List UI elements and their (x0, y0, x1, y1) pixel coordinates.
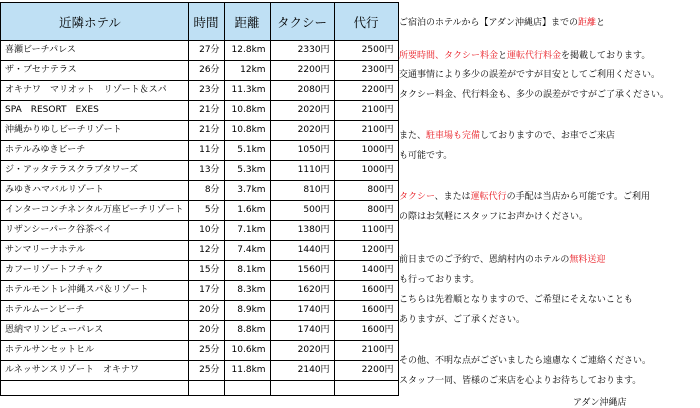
note-text: 、または (434, 192, 471, 202)
hotel-name-cell: ホテルサンセットヒル (1, 341, 189, 361)
table-row (1, 221, 399, 241)
table-row (1, 241, 399, 261)
note-line (399, 353, 651, 366)
distance-cell: 5.1km (224, 141, 270, 161)
note-line (399, 15, 605, 28)
distance-cell: 8.3km (224, 281, 270, 301)
note-line (399, 189, 650, 202)
note-text: ご宿泊のホテルから【アダン沖縄店】までの (399, 18, 579, 28)
distance-cell: 11.8km (224, 361, 270, 381)
table-row (1, 181, 399, 201)
daiko-fare-cell (334, 381, 398, 396)
distance-cell: 3.7km (224, 181, 270, 201)
time-cell: 20分 (188, 321, 224, 341)
hotel-name-cell: サンマリーナホテル (1, 241, 189, 261)
note-text: も行っております。 (399, 275, 480, 285)
note-text: しておりますので、お車でご来店 (480, 131, 615, 141)
daiko-fare-cell: 1000円 (334, 141, 398, 161)
daiko-fare-cell: 1000円 (334, 161, 398, 181)
daiko-fare-cell: 1600円 (334, 321, 398, 341)
daiko-fare-cell: 2500円 (334, 41, 398, 61)
hotel-table (0, 2, 399, 396)
note-text: と (596, 18, 606, 28)
distance-cell: 11.3km (224, 81, 270, 101)
taxi-fare-cell: 810円 (270, 181, 334, 201)
header-hotel: 近隣ホテル (1, 3, 189, 41)
hotel-name-cell: ルネッサンスリゾート オキナワ (1, 361, 189, 381)
table-row (1, 161, 399, 181)
time-cell: 26分 (188, 61, 224, 81)
distance-cell: 8.9km (224, 301, 270, 321)
distance-cell (224, 381, 270, 396)
time-cell: 25分 (188, 341, 224, 361)
time-cell: 23分 (188, 81, 224, 101)
hotel-name-cell: 恩納マリンビューパレス (1, 321, 189, 341)
distance-cell: 8.1km (224, 261, 270, 281)
time-cell: 17分 (188, 281, 224, 301)
daiko-fare-cell: 1200円 (334, 241, 398, 261)
hotel-name-cell: ホテルモントレ沖縄スパ＆リゾート (1, 281, 189, 301)
note-line (399, 87, 669, 100)
taxi-fare-cell: 2080円 (270, 81, 334, 101)
note-line (399, 292, 633, 305)
note-highlight: タクシー (399, 192, 435, 202)
hotel-name-cell: ホテルムーンビーチ (1, 301, 189, 321)
taxi-fare-cell: 2020円 (270, 121, 334, 141)
note-text: を掲載しております。 (561, 51, 651, 61)
taxi-fare-cell: 1740円 (270, 301, 334, 321)
taxi-fare-cell: 1050円 (270, 141, 334, 161)
note-highlight: 駐車場も完備 (426, 131, 481, 141)
note-line (399, 252, 605, 265)
time-cell: 21分 (188, 121, 224, 141)
taxi-fare-cell: 1620円 (270, 281, 334, 301)
daiko-fare-cell: 1400円 (334, 261, 398, 281)
hotel-name-cell: カフーリゾートフチャク (1, 261, 189, 281)
table-row (1, 201, 399, 221)
note-text: の際はお気軽にスタッフにお声かけください。 (399, 212, 589, 222)
daiko-fare-cell: 2100円 (334, 121, 398, 141)
taxi-fare-cell: 2020円 (270, 101, 334, 121)
table-row (1, 281, 399, 301)
table-row (1, 101, 399, 121)
note-highlight: 運転代行料金 (507, 51, 562, 61)
time-cell: 13分 (188, 161, 224, 181)
hotel-name-cell: ジ・アッタテラスクラブタワーズ (1, 161, 189, 181)
store-name-footer: アダン沖縄店 (573, 398, 627, 408)
note-text: 前日までのご予約で、恩納村内のホテルの (399, 255, 570, 265)
note-text: と (498, 51, 508, 61)
time-cell: 21分 (188, 101, 224, 121)
note-text: ありますが、ご了承ください。 (399, 315, 526, 325)
daiko-fare-cell: 2100円 (334, 101, 398, 121)
distance-cell: 8.8km (224, 321, 270, 341)
time-cell: 27分 (188, 41, 224, 61)
header-time: 時間 (188, 3, 224, 41)
note-text: も可能です。 (399, 151, 453, 161)
note-text: タクシー料金、代行料金も、多少の誤差がですがご了承ください。 (399, 90, 670, 100)
taxi-fare-cell: 2200円 (270, 61, 334, 81)
hotel-name-cell: オキナワ マリオット リゾート＆スパ (1, 81, 189, 101)
time-cell: 12分 (188, 241, 224, 261)
note-highlight: 所要時間、タクシー料金 (399, 51, 499, 61)
table-row (1, 61, 399, 81)
table-row (1, 41, 399, 61)
taxi-fare-cell: 1740円 (270, 321, 334, 341)
note-line (399, 209, 588, 222)
distance-cell: 12km (224, 61, 270, 81)
hotel-name-cell: ホテルみゆきビーチ (1, 141, 189, 161)
note-text: こちらは先着順となりますので、ご希望にそえないことも (399, 295, 633, 305)
distance-cell: 10.8km (224, 101, 270, 121)
table-row (1, 301, 399, 321)
note-text: 交通事情により多少の誤差がですが目安としてご利用ください。 (399, 70, 661, 80)
table-row (1, 141, 399, 161)
hotel-name-cell: みゆきハマバルリゾート (1, 181, 189, 201)
time-cell (188, 381, 224, 396)
taxi-fare-cell: 1380円 (270, 221, 334, 241)
time-cell: 5分 (188, 201, 224, 221)
note-text: また、 (399, 131, 427, 141)
taxi-fare-cell: 500円 (270, 201, 334, 221)
time-cell: 10分 (188, 221, 224, 241)
distance-cell: 7.4km (224, 241, 270, 261)
daiko-fare-cell: 800円 (334, 201, 398, 221)
note-text: の手配は当店から可能です。ご利用 (506, 192, 650, 202)
distance-cell: 5.3km (224, 161, 270, 181)
time-cell: 25分 (188, 361, 224, 381)
hotel-name-cell (1, 381, 189, 396)
taxi-fare-cell: 2140円 (270, 361, 334, 381)
hotel-name-cell: SPA RESORT EXES (1, 101, 189, 121)
table-row (1, 81, 399, 101)
header-row (1, 3, 399, 41)
header-distance: 距離 (224, 3, 270, 41)
distance-cell: 7.1km (224, 221, 270, 241)
time-cell: 20分 (188, 301, 224, 321)
note-line (399, 373, 641, 386)
time-cell: 11分 (188, 141, 224, 161)
hotel-name-cell: 沖縄かりゆしビーチリゾート (1, 121, 189, 141)
table-row (1, 121, 399, 141)
note-highlight: 運転代行 (470, 192, 507, 202)
note-text: スタッフ一同、皆様のご来店を心よりお待ちしております。 (399, 376, 642, 386)
note-line (399, 312, 525, 325)
hotel-name-cell: リザンシーパーク谷茶ベイ (1, 221, 189, 241)
header-taxi: タクシー (270, 3, 334, 41)
taxi-fare-cell: 1110円 (270, 161, 334, 181)
note-line (399, 128, 615, 141)
table-row (1, 261, 399, 281)
note-text: その他、不明な点がございましたら遠慮なくご連絡ください。 (399, 356, 652, 366)
note-line (399, 272, 479, 285)
time-cell: 15分 (188, 261, 224, 281)
distance-cell: 1.6km (224, 201, 270, 221)
daiko-fare-cell: 1600円 (334, 301, 398, 321)
distance-cell: 12.8km (224, 41, 270, 61)
daiko-fare-cell: 2200円 (334, 361, 398, 381)
note-line (399, 67, 660, 80)
note-highlight: 距離 (578, 18, 597, 28)
taxi-fare-cell: 2020円 (270, 341, 334, 361)
hotel-name-cell: ザ・ブセナテラス (1, 61, 189, 81)
daiko-fare-cell: 2100円 (334, 341, 398, 361)
note-line (399, 48, 650, 61)
table-row (1, 321, 399, 341)
daiko-fare-cell: 1100円 (334, 221, 398, 241)
distance-cell: 10.6km (224, 341, 270, 361)
daiko-fare-cell: 1600円 (334, 281, 398, 301)
distance-cell: 10.8km (224, 121, 270, 141)
table-row (1, 361, 399, 381)
taxi-fare-cell: 1560円 (270, 261, 334, 281)
time-cell: 8分 (188, 181, 224, 201)
header-daiko: 代行 (334, 3, 398, 41)
hotel-name-cell: 喜瀬ビーチパレス (1, 41, 189, 61)
daiko-fare-cell: 2200円 (334, 81, 398, 101)
table-row (1, 381, 399, 396)
note-line (399, 148, 452, 161)
note-highlight: 無料送迎 (569, 255, 606, 265)
table-row (1, 341, 399, 361)
hotel-name-cell: インターコンチネンタル万座ビーチリゾート (1, 201, 189, 221)
daiko-fare-cell: 800円 (334, 181, 398, 201)
taxi-fare-cell (270, 381, 334, 396)
daiko-fare-cell: 2300円 (334, 61, 398, 81)
taxi-fare-cell: 1440円 (270, 241, 334, 261)
taxi-fare-cell: 2330円 (270, 41, 334, 61)
